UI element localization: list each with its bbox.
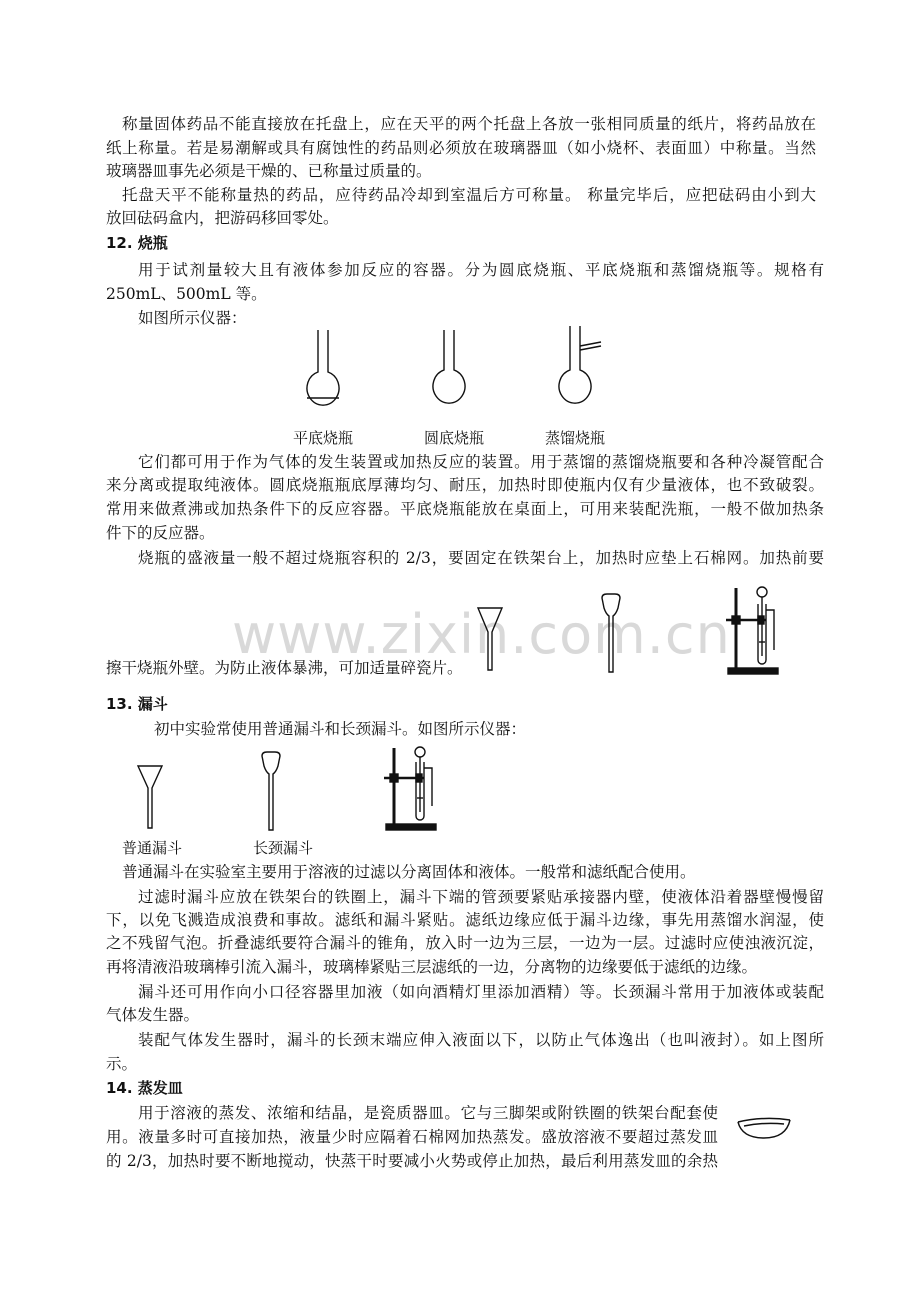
funnel-figure [130, 742, 450, 836]
funnel-figure-top [474, 580, 784, 676]
evaporating-dish-figure [734, 1108, 794, 1144]
round-bottom-flask-icon [433, 330, 465, 403]
section-13-body-1: 普通漏斗在实验室主要用于溶液的过滤以分离固体和液体。一般常和滤纸配合使用。 [122, 863, 696, 881]
watermark: www.zixin.com.cn [232, 603, 731, 666]
section-13-body-6: 漏斗还可用作向小口径容器里加液（如向酒精灯里添加酒精）等。长颈漏斗常用于加液体或装配 [138, 983, 824, 1001]
caption-ordinary-funnel: 普通漏斗 [122, 839, 183, 857]
section-13-intro: 初中实验常使用普通漏斗和长颈漏斗。如图所示仪器： [154, 720, 527, 738]
long-neck-funnel-icon [262, 752, 280, 830]
evaporating-dish-icon [738, 1118, 790, 1138]
section-14-body-1: 用于溶液的蒸发、浓缩和结晶，是瓷质器皿。它与三脚架或附铁圈的铁架台配套使 [138, 1104, 718, 1122]
section-12-body-3: 常用来做煮沸或加热条件下的反应容器。平底烧瓶能放在桌面上，可用来装配洗瓶，一般不做加热条 [106, 500, 824, 518]
section-13-body-5: 再将清液沿玻璃棒引流入漏斗，玻璃棒紧贴三层滤纸的一边，分离物的边缘要低于滤纸的边缘。 [106, 958, 758, 976]
section-13-body-8: 装配气体发生器时，漏斗的长颈末端应伸入液面以下，以防止气体逸出（也叫液封）。如上图所 [138, 1031, 824, 1049]
balance-line-5: 放回砝码盒内，把游码移回零处。 [106, 209, 339, 227]
gas-generator-apparatus-icon [384, 747, 436, 830]
section-14-heading: 14. 蒸发皿 [106, 1079, 183, 1097]
ordinary-funnel-icon [138, 766, 162, 828]
section-12-body-1: 它们都可用于作为气体的发生装置或加热反应的装置。用于蒸馏的蒸馏烧瓶要和各种冷凝管配合 [138, 453, 824, 471]
section-13-body-2: 过滤时漏斗应放在铁架台的铁圈上，漏斗下端的管颈要紧贴承接器内壁，使液体沿着器壁慢慢留 [138, 888, 824, 906]
section-12-intro-2: 250mL、500mL 等。 [106, 285, 267, 303]
flat-bottom-flask-icon [307, 330, 339, 405]
distillation-flask-icon [559, 326, 601, 403]
ordinary-funnel-icon [478, 608, 502, 670]
caption-long-neck-funnel: 长颈漏斗 [253, 839, 314, 857]
section-13-body-3: 下，以免飞溅造成浪费和事故。滤纸和漏斗紧贴。滤纸边缘应低于漏斗边缘，事先用蒸馏水润湿，使 [106, 911, 824, 929]
gas-generator-apparatus-icon [726, 587, 778, 674]
section-14-body-3: 的 2/3，加热时要不断地搅动，快蒸干时要减小火势或停止加热，最后利用蒸发皿的余热 [106, 1152, 718, 1170]
section-13-body-4: 之不残留气泡。折叠滤纸要符合漏斗的锥角，放入时一边为三层，一边为一层。过滤时应使浊液沉淀， [106, 934, 824, 952]
section-12-body-4: 件下的反应器。 [106, 524, 215, 542]
section-12-body-5: 烧瓶的盛液量一般不超过烧瓶容积的 2/3，要固定在铁架台上，加热时应垫上石棉网。加热前要 [138, 549, 824, 567]
balance-line-3: 玻璃器皿事先必须是干燥的、已称量过质量的。 [106, 162, 432, 180]
section-12-body-6: 擦干烧瓶外壁。为防止液体暴沸，可加适量碎瓷片。 [106, 659, 463, 677]
section-12-body-2: 来分离或提取纯液体。圆底烧瓶瓶底厚薄均匀、耐压，加热时即使瓶内仅有少量液体，也不致破裂。 [106, 476, 824, 494]
section-12-intro-3: 如图所示仪器： [138, 309, 247, 327]
caption-flat-bottom-flask: 平底烧瓶 [293, 429, 354, 447]
section-12-heading: 12. 烧瓶 [106, 234, 168, 252]
section-12-intro-1: 用于试剂量较大且有液体参加反应的容器。分为圆底烧瓶、平底烧瓶和蒸馏烧瓶等。规格有 [138, 261, 824, 279]
caption-distillation-flask: 蒸馏烧瓶 [545, 429, 606, 447]
section-13-body-9: 示。 [106, 1055, 138, 1073]
section-13-heading: 13. 漏斗 [106, 695, 168, 713]
section-13-body-7: 气体发生器。 [106, 1006, 200, 1024]
caption-round-bottom-flask: 圆底烧瓶 [424, 429, 485, 447]
balance-line-1: 称量固体药品不能直接放在托盘上，应在天平的两个托盘上各放一张相同质量的纸片，将药品放在 [122, 115, 816, 133]
balance-line-2: 纸上称量。若是易潮解或具有腐蚀性的药品则必须放在玻璃器皿（如小烧杯、表面皿）中称量。当然 [106, 139, 816, 157]
balance-line-4: 托盘天平不能称量热的药品，应待药品冷却到室温后方可称量。 称量完毕后，应把砝码由小到大 [122, 186, 816, 204]
flask-figure [290, 322, 610, 412]
long-neck-funnel-icon [602, 594, 620, 672]
section-14-body-2: 用。液量多时可直接加热，液量少时应隔着石棉网加热蒸发。盛放溶液不要超过蒸发皿 [106, 1128, 718, 1146]
